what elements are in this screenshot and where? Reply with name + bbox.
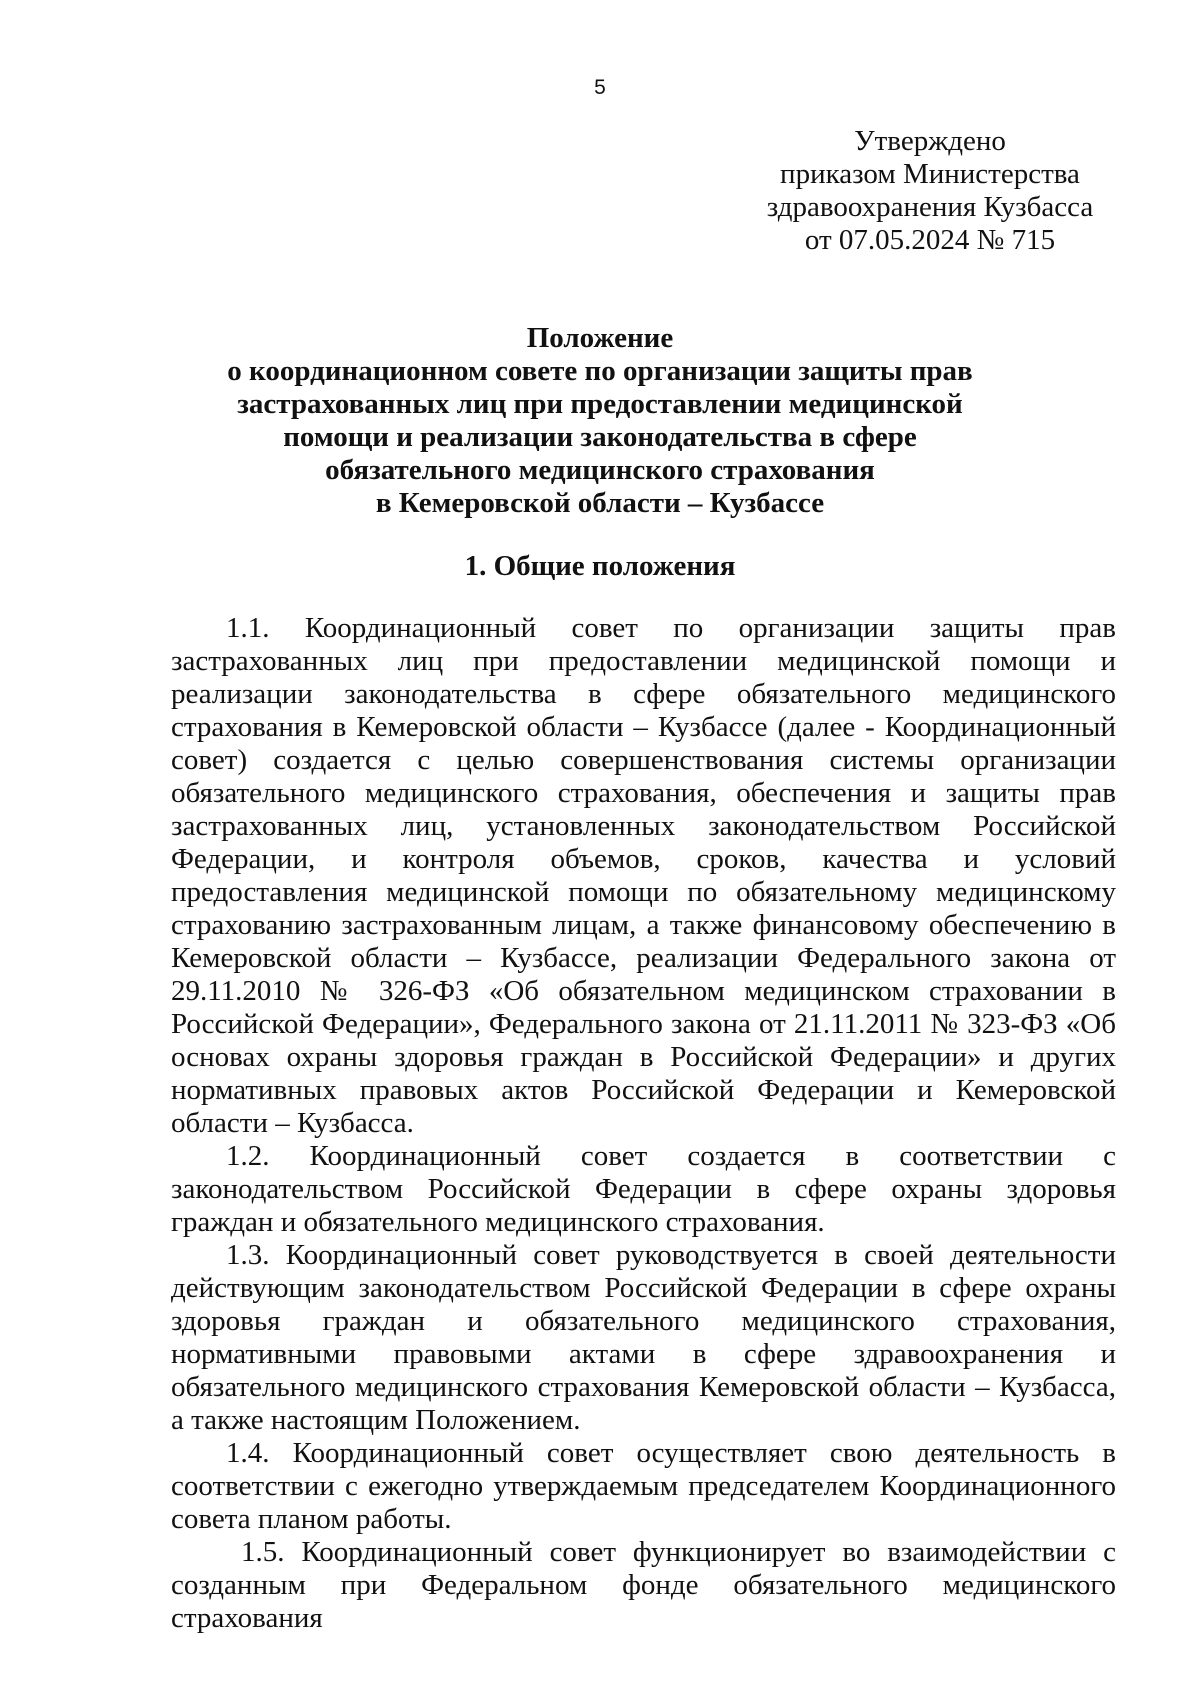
paragraph-1-1: 1.1. Координационный совет по организации защиты прав застрахованных лиц при предоставлении медицинской помощи и реализации законодательства в сфере обязательного медицинского страхования в Кемеровской области – Кузбассе (далее - Координационный совет) создается с целью совершенствования системы организации обязательного медицинского страхования, обеспечения и защиты прав застрахованных лиц, установленных законодательством Российской Федерации, и контроля объемов, сроков, качества и условий предоставления медицинской помощи по обязательному медицинскому страхованию застрахованным лицам, а также финансовому обеспечению в Кемеровской области – Кузбассе, реализации Федерального закона от 29.11.2010 № 326-ФЗ «Об обязательном медицинском страховании в Российской Федерации», Федерального закона от 21.11.2011 № 323-ФЗ «Об основах охраны здоровья граждан в Российской Федерации» и других нормативных правовых актов Российской Федерации и Кемеровской области – Кузбасса.: [171, 612, 1116, 1139]
title-line: Положение: [526, 322, 674, 354]
title-line: помощи и реализации законодательства в сфере: [283, 421, 917, 453]
title-line: в Кемеровской области – Кузбассе: [375, 487, 825, 519]
approval-block: [740, 125, 1120, 257]
paragraph-1-4: 1.4. Координационный совет осуществляет свою деятельность в соответствии с ежегодно утверждаемым председателем Координационного совета планом работы.: [171, 1437, 1116, 1535]
approval-line: от 07.05.2024 № 715: [804, 224, 1056, 256]
approval-line: приказом Министерства: [780, 158, 1080, 190]
approval-line: здравоохранения Кузбасса: [766, 191, 1094, 223]
title-line: о координационном совете по организации защиты прав: [227, 355, 973, 387]
approval-line: Утверждено: [854, 125, 1006, 157]
document-title: [150, 322, 1050, 520]
section-heading: 1. Общие положения: [464, 550, 736, 582]
paragraph-1-5: 1.5. Координационный совет функционирует во взаимодействии с созданным при Федеральном фонде обязательного медицинского страхования: [171, 1536, 1116, 1634]
title-line: обязательного медицинского страхования: [325, 454, 875, 486]
title-line: застрахованных лиц при предоставлении медицинской: [237, 388, 963, 420]
paragraph-1-3: 1.3. Координационный совет руководствуется в своей деятельности действующим законодательством Российской Федерации в сфере охраны здоровья граждан и обязательного медицинского страхования, нормативными правовыми актами в сфере здравоохранения и обязательного медицинского страхования Кемеровской области – Кузбасса, а также настоящим Положением.: [171, 1239, 1116, 1436]
page-number: 5: [594, 76, 606, 99]
body-text: [171, 612, 1116, 1635]
paragraph-1-2: 1.2. Координационный совет создается в соответствии с законодательством Российской Федерации в сфере охраны здоровья граждан и обязательного медицинского страхования.: [171, 1140, 1116, 1238]
